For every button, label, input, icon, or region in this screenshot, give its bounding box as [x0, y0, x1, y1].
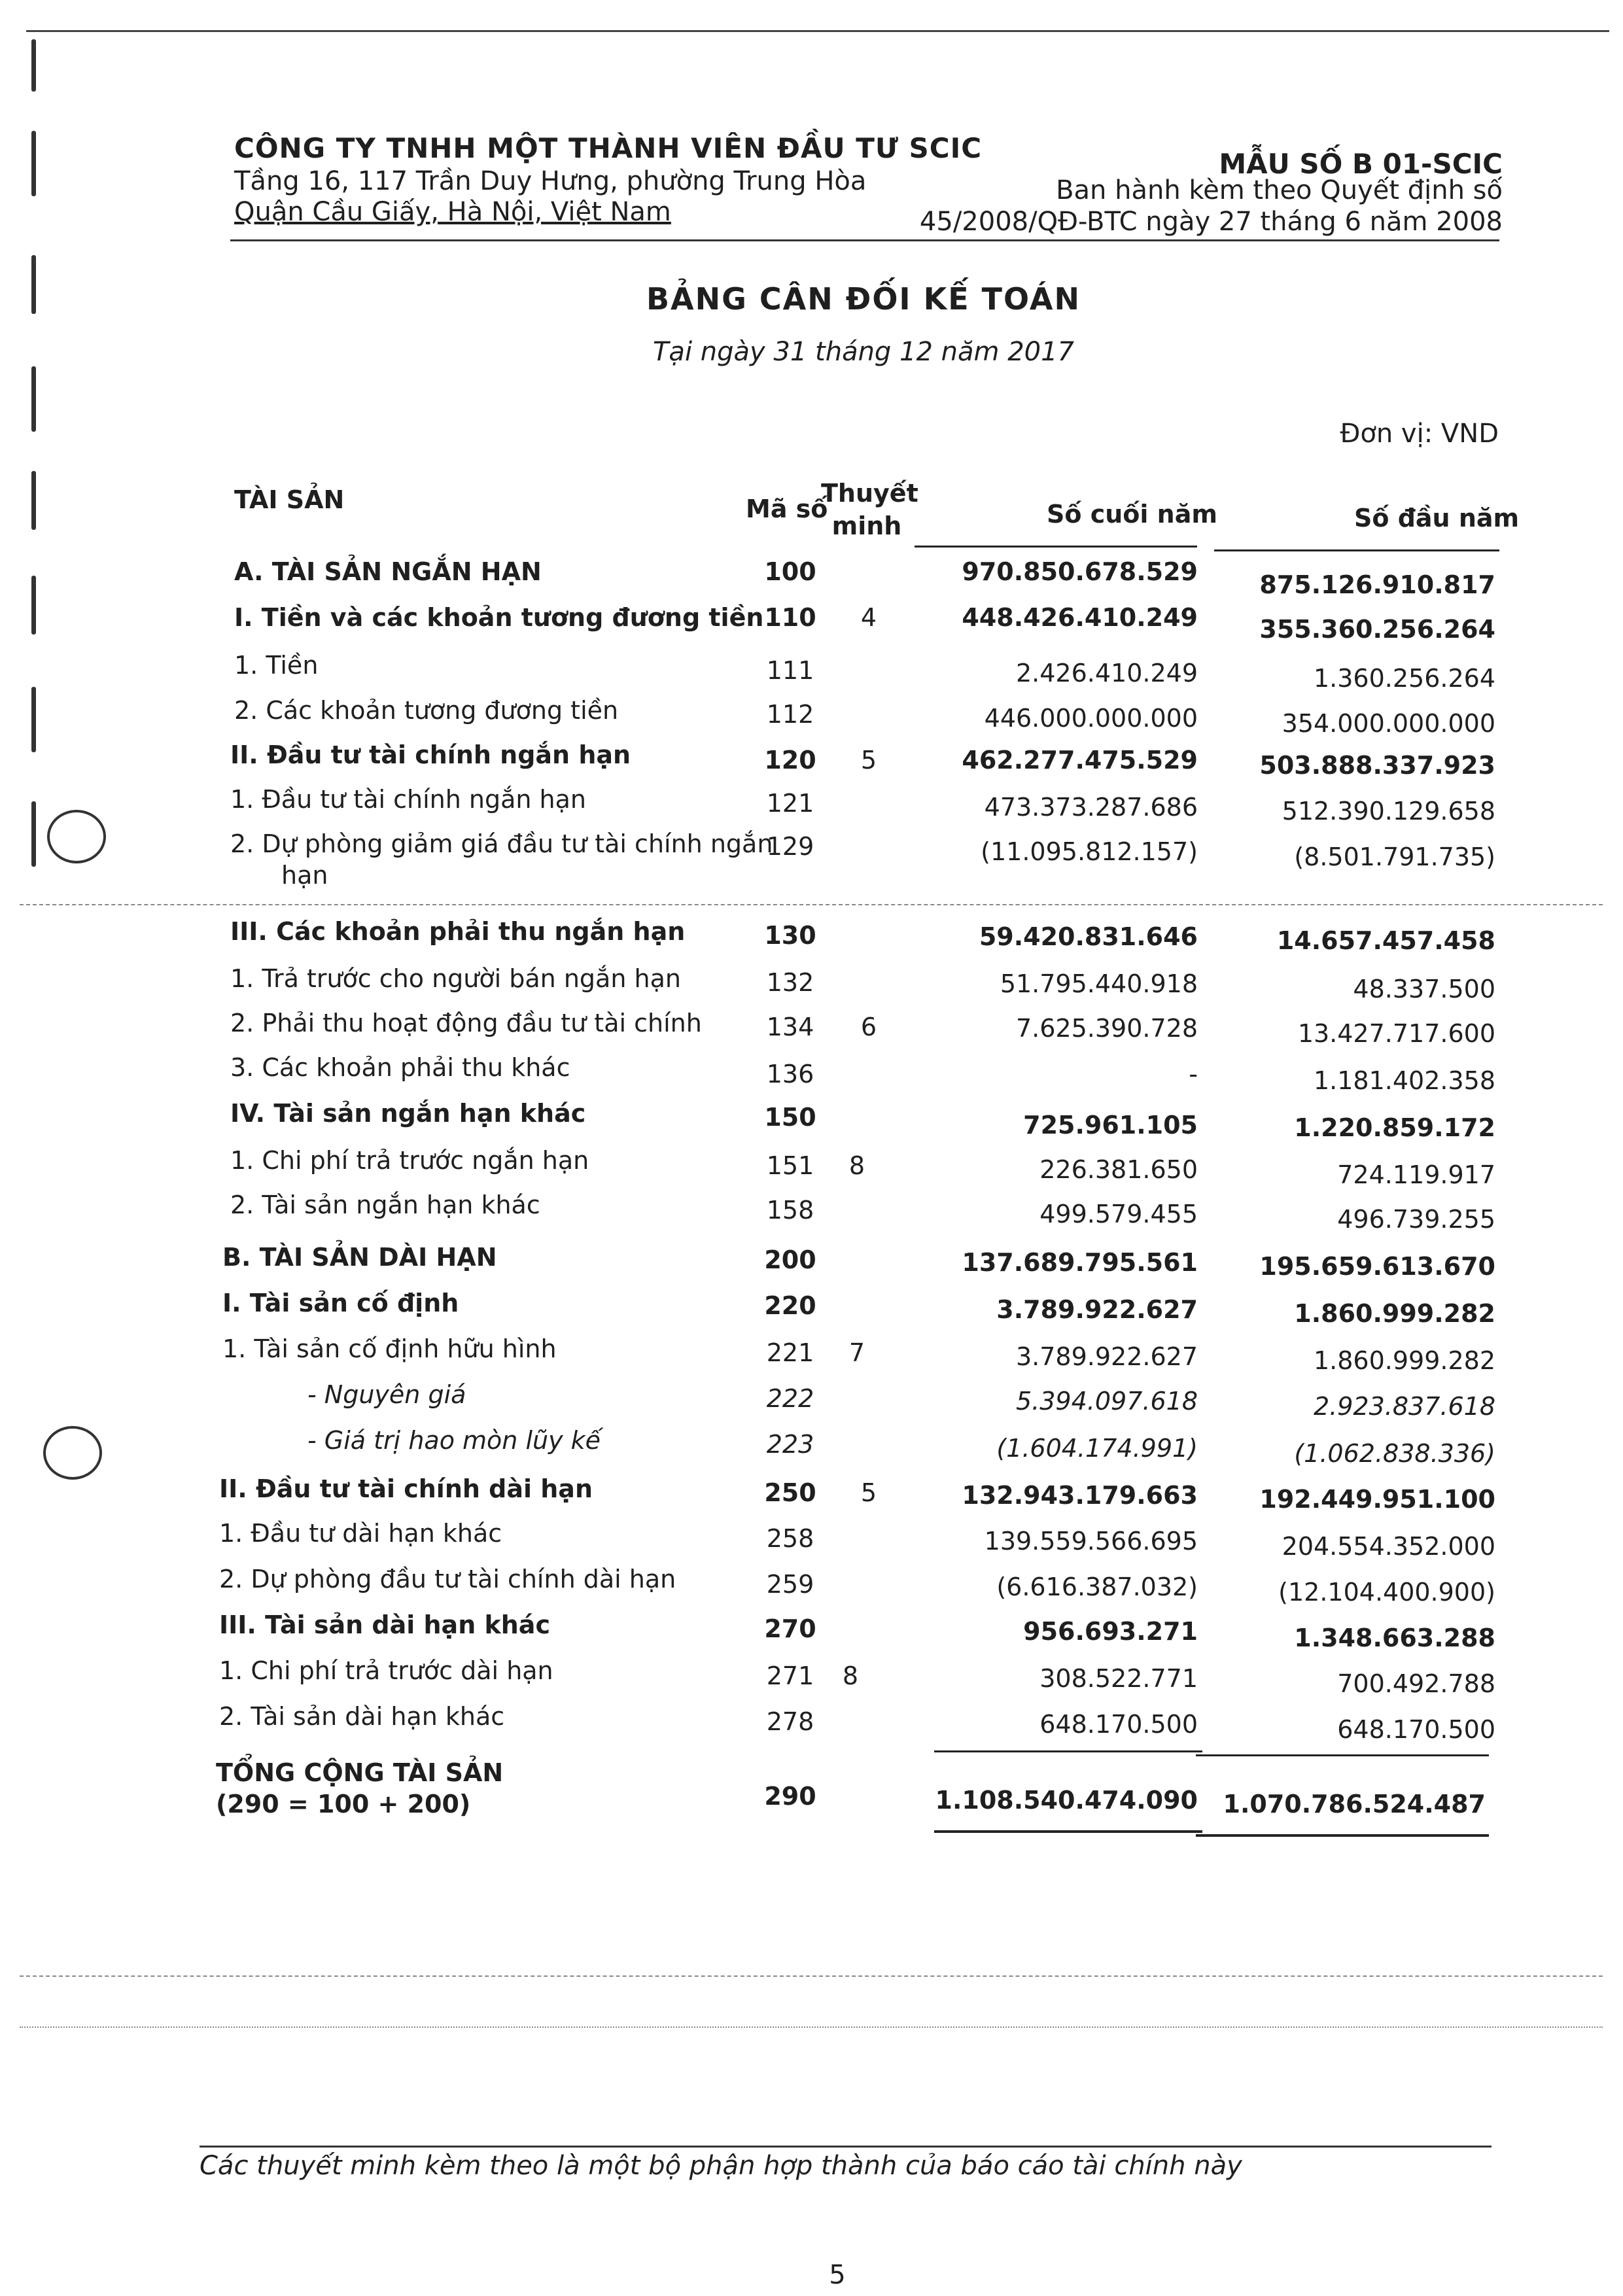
footnote-divider: [200, 2146, 1492, 2148]
col-underline-begin-year: [1214, 549, 1499, 551]
table-row: [0, 557, 1623, 599]
col-underline-end-year: [915, 546, 1197, 548]
form-code: MẪU SỐ B 01-SCIC: [1219, 148, 1503, 180]
row-end-value: 132.943.179.663: [962, 1481, 1198, 1510]
row-code: 270: [764, 1614, 816, 1643]
table-row: [0, 1610, 1623, 1652]
row-note: 5: [860, 746, 877, 774]
row-begin-value: 1.220.859.172: [1294, 1113, 1495, 1142]
row-begin-value: 2.923.837.618: [1313, 1392, 1495, 1421]
col-header-code: Mã số: [746, 495, 828, 523]
document-title: BẢNG CÂN ĐỐI KẾ TOÁN: [646, 281, 1081, 317]
row-code: 130: [764, 921, 816, 950]
row-label: 1. Chi phí trả trước dài hạn: [219, 1656, 553, 1685]
row-label: I. Tiền và các khoản tương đương tiền: [234, 603, 764, 632]
row-code: 134: [766, 1013, 814, 1041]
row-begin-value: 14.657.457.458: [1276, 926, 1495, 955]
row-code: 100: [764, 557, 816, 586]
row-begin-value: 354.000.000.000: [1282, 709, 1495, 738]
row-code: 120: [764, 746, 816, 774]
table-row: [0, 603, 1623, 645]
row-end-value: -: [1189, 1060, 1198, 1088]
row-end-value: 59.420.831.646: [979, 922, 1198, 951]
col-header-assets: TÀI SẢN: [234, 485, 345, 514]
total-rule-end-year: [934, 1750, 1202, 1752]
row-end-value: 226.381.650: [1039, 1155, 1198, 1184]
row-end-value: (6.616.387.032): [996, 1573, 1198, 1601]
table-row: [0, 1426, 1623, 1468]
company-address-line1: Tầng 16, 117 Trần Duy Hưng, phường Trung Hòa: [234, 166, 867, 196]
row-begin-value: 48.337.500: [1353, 975, 1495, 1003]
row-begin-value: 512.390.129.658: [1282, 797, 1495, 826]
row-label: 2. Tài sản dài hạn khác: [219, 1702, 505, 1731]
row-note: 6: [860, 1013, 877, 1041]
row-begin-value: 875.126.910.817: [1259, 570, 1495, 599]
row-code: 111: [766, 656, 814, 685]
scan-line: [20, 2026, 1603, 2028]
row-code: 258: [766, 1524, 814, 1553]
scan-top-edge-line: [26, 30, 1609, 32]
row-end-value: 956.693.271: [1023, 1617, 1198, 1646]
table-row: [0, 1656, 1623, 1698]
total-double-rule-end-year: [934, 1830, 1202, 1833]
row-code: 150: [764, 1103, 816, 1132]
row-code: 151: [766, 1151, 814, 1180]
row-label: 1. Tài sản cố định hữu hình: [222, 1334, 557, 1363]
row-begin-value: (12.104.400.900): [1278, 1578, 1495, 1607]
binder-mark: [31, 366, 36, 432]
company-name: CÔNG TY TNHH MỘT THÀNH VIÊN ĐẦU TƯ SCIC: [234, 132, 983, 164]
row-end-value: 3.789.922.627: [996, 1295, 1198, 1324]
row-code: 223: [766, 1430, 814, 1459]
row-label: B. TÀI SẢN DÀI HẠN: [222, 1243, 497, 1272]
row-code: 222: [766, 1384, 814, 1413]
row-begin-value: 13.427.717.600: [1297, 1019, 1495, 1048]
table-row: [0, 1474, 1623, 1516]
table-row: [0, 1191, 1623, 1232]
row-end-value: 970.850.678.529: [962, 557, 1198, 586]
row-begin-value: (1.062.838.336): [1294, 1439, 1495, 1468]
table-row: [0, 1702, 1623, 1744]
table-row: [0, 829, 1623, 901]
row-code: 220: [764, 1291, 816, 1320]
row-code: 112: [766, 700, 814, 729]
row-label: 1. Chi phí trả trước ngắn hạn: [230, 1146, 589, 1175]
row-code: 110: [764, 603, 816, 632]
issued-line2: 45/2008/QĐ-BTC ngày 27 tháng 6 năm 2008: [919, 207, 1503, 237]
row-begin-value: 496.739.255: [1337, 1205, 1495, 1234]
col-header-end-year: Số cuối năm: [1047, 500, 1217, 529]
row-end-value: 3.789.922.627: [1015, 1342, 1198, 1371]
table-row: [0, 1519, 1623, 1561]
row-note: 8: [848, 1151, 865, 1180]
row-begin-value: 1.348.663.288: [1294, 1624, 1495, 1652]
company-address-line2: Quận Cầu Giấy, Hà Nội, Việt Nam: [234, 197, 671, 227]
row-label: 2. Phải thu hoạt động đầu tư tài chính: [230, 1009, 702, 1037]
issued-line1: Ban hành kèm theo Quyết định số: [1056, 175, 1503, 205]
table-row: [0, 785, 1623, 827]
row-label: 1. Tiền: [234, 651, 319, 680]
row-begin-value: 648.170.500: [1337, 1715, 1495, 1744]
table-row: [0, 1146, 1623, 1188]
total-label: TỔNG CỘNG TÀI SẢN: [216, 1758, 504, 1787]
table-row: [0, 1009, 1623, 1051]
row-label: - Giá trị hao mòn lũy kế: [307, 1426, 601, 1455]
row-code: 200: [764, 1245, 816, 1274]
row-label: IV. Tài sản ngắn hạn khác: [230, 1099, 586, 1128]
row-note: 7: [848, 1338, 865, 1367]
row-label: 2. Dự phòng giảm giá đầu tư tài chính ngắn: [230, 829, 773, 858]
row-code: 121: [766, 789, 814, 818]
currency-unit: Đơn vị: VND: [1340, 419, 1499, 449]
row-label: - Nguyên giá: [307, 1380, 466, 1409]
scan-line: [20, 1975, 1603, 1977]
row-note: 8: [842, 1661, 859, 1690]
row-note: 5: [860, 1478, 877, 1507]
binder-mark: [31, 131, 36, 196]
row-begin-value: 503.888.337.923: [1259, 751, 1495, 780]
footnote: Các thuyết minh kèm theo là một bộ phận hợp thành của báo cáo tài chính này: [200, 2151, 1242, 2181]
row-begin-value: 192.449.951.100: [1259, 1485, 1495, 1514]
row-end-value: 308.522.771: [1039, 1664, 1198, 1693]
table-row: [0, 1053, 1623, 1095]
row-code: 129: [766, 832, 814, 861]
table-row: [0, 696, 1623, 738]
row-code: 259: [766, 1570, 814, 1599]
row-code: 278: [766, 1707, 814, 1736]
total-end-value: 1.108.540.474.090: [935, 1786, 1198, 1815]
table-row: [0, 740, 1623, 782]
total-begin-value: 1.070.786.524.487: [1223, 1790, 1486, 1818]
table-row: [0, 1099, 1623, 1141]
row-label-continuation: hạn: [281, 861, 328, 890]
row-end-value: 139.559.566.695: [984, 1527, 1198, 1556]
row-label: 1. Đầu tư tài chính ngắn hạn: [230, 785, 587, 814]
table-row: [0, 651, 1623, 693]
table-row: [0, 917, 1623, 959]
row-label: 1. Đầu tư dài hạn khác: [219, 1519, 502, 1548]
row-label: 3. Các khoản phải thu khác: [230, 1053, 570, 1082]
row-label: 2. Dự phòng đầu tư tài chính dài hạn: [219, 1565, 676, 1593]
total-code: 290: [764, 1782, 816, 1811]
row-begin-value: 700.492.788: [1337, 1669, 1495, 1698]
total-double-rule-begin-year: [1196, 1834, 1489, 1837]
row-begin-value: 1.860.999.282: [1313, 1346, 1495, 1375]
row-note: 4: [860, 603, 877, 632]
row-begin-value: 724.119.917: [1337, 1160, 1495, 1189]
total-formula: (290 = 100 + 200): [216, 1790, 471, 1818]
binder-mark: [31, 39, 36, 92]
row-begin-value: 195.659.613.670: [1259, 1252, 1495, 1281]
row-label: II. Đầu tư tài chính dài hạn: [219, 1474, 593, 1503]
table-row: [0, 964, 1623, 1006]
row-code: 221: [766, 1338, 814, 1367]
row-end-value: 7.625.390.728: [1015, 1014, 1198, 1043]
col-header-note-line1: Thuyết: [821, 479, 918, 508]
row-end-value: 473.373.287.686: [984, 793, 1198, 822]
row-begin-value: 1.860.999.282: [1294, 1299, 1495, 1328]
row-end-value: 5.394.097.618: [1015, 1387, 1198, 1416]
row-code: 136: [766, 1060, 814, 1088]
row-label: 1. Trả trước cho người bán ngắn hạn: [230, 964, 681, 993]
total-rule-begin-year: [1196, 1754, 1489, 1756]
row-end-value: (11.095.812.157): [981, 837, 1198, 866]
report-date: Tại ngày 31 tháng 12 năm 2017: [653, 337, 1074, 367]
row-end-value: 2.426.410.249: [1015, 659, 1198, 687]
row-end-value: 448.426.410.249: [962, 603, 1198, 632]
row-label: III. Tài sản dài hạn khác: [219, 1610, 550, 1639]
row-begin-value: 355.360.256.264: [1259, 615, 1495, 644]
row-code: 132: [766, 968, 814, 997]
row-code: 250: [764, 1478, 816, 1507]
row-end-value: (1.604.174.991): [996, 1434, 1198, 1463]
row-label: 2. Tài sản ngắn hạn khác: [230, 1191, 540, 1219]
row-end-value: 446.000.000.000: [984, 704, 1198, 733]
table-row: [0, 1243, 1623, 1285]
row-end-value: 725.961.105: [1023, 1111, 1198, 1139]
row-label: I. Tài sản cố định: [222, 1289, 459, 1317]
row-end-value: 51.795.440.918: [1000, 969, 1198, 998]
table-row: [0, 1565, 1623, 1607]
row-label: III. Các khoản phải thu ngắn hạn: [230, 917, 686, 946]
table-row: [0, 1334, 1623, 1376]
row-begin-value: 1.360.256.264: [1313, 664, 1495, 693]
table-row: [0, 1289, 1623, 1331]
row-label: II. Đầu tư tài chính ngắn hạn: [230, 740, 631, 769]
row-end-value: 137.689.795.561: [962, 1248, 1198, 1277]
col-header-begin-year: Số đầu năm: [1354, 504, 1520, 532]
row-code: 158: [766, 1196, 814, 1225]
row-begin-value: (8.501.791.735): [1294, 843, 1495, 871]
row-end-value: 648.170.500: [1039, 1710, 1198, 1739]
row-begin-value: 1.181.402.358: [1313, 1066, 1495, 1095]
header-divider: [230, 239, 1499, 241]
page-fold-line: [20, 904, 1603, 905]
row-label: 2. Các khoản tương đương tiền: [234, 696, 619, 725]
page-number: 5: [829, 2260, 846, 2290]
row-end-value: 462.277.475.529: [962, 746, 1198, 774]
col-header-note-line2: minh: [831, 512, 902, 540]
row-label: A. TÀI SẢN NGẮN HẠN: [234, 557, 542, 586]
binder-mark: [31, 471, 36, 530]
row-end-value: 499.579.455: [1039, 1200, 1198, 1228]
row-begin-value: 204.554.352.000: [1282, 1532, 1495, 1561]
table-row: [0, 1380, 1623, 1422]
row-code: 271: [766, 1661, 814, 1690]
